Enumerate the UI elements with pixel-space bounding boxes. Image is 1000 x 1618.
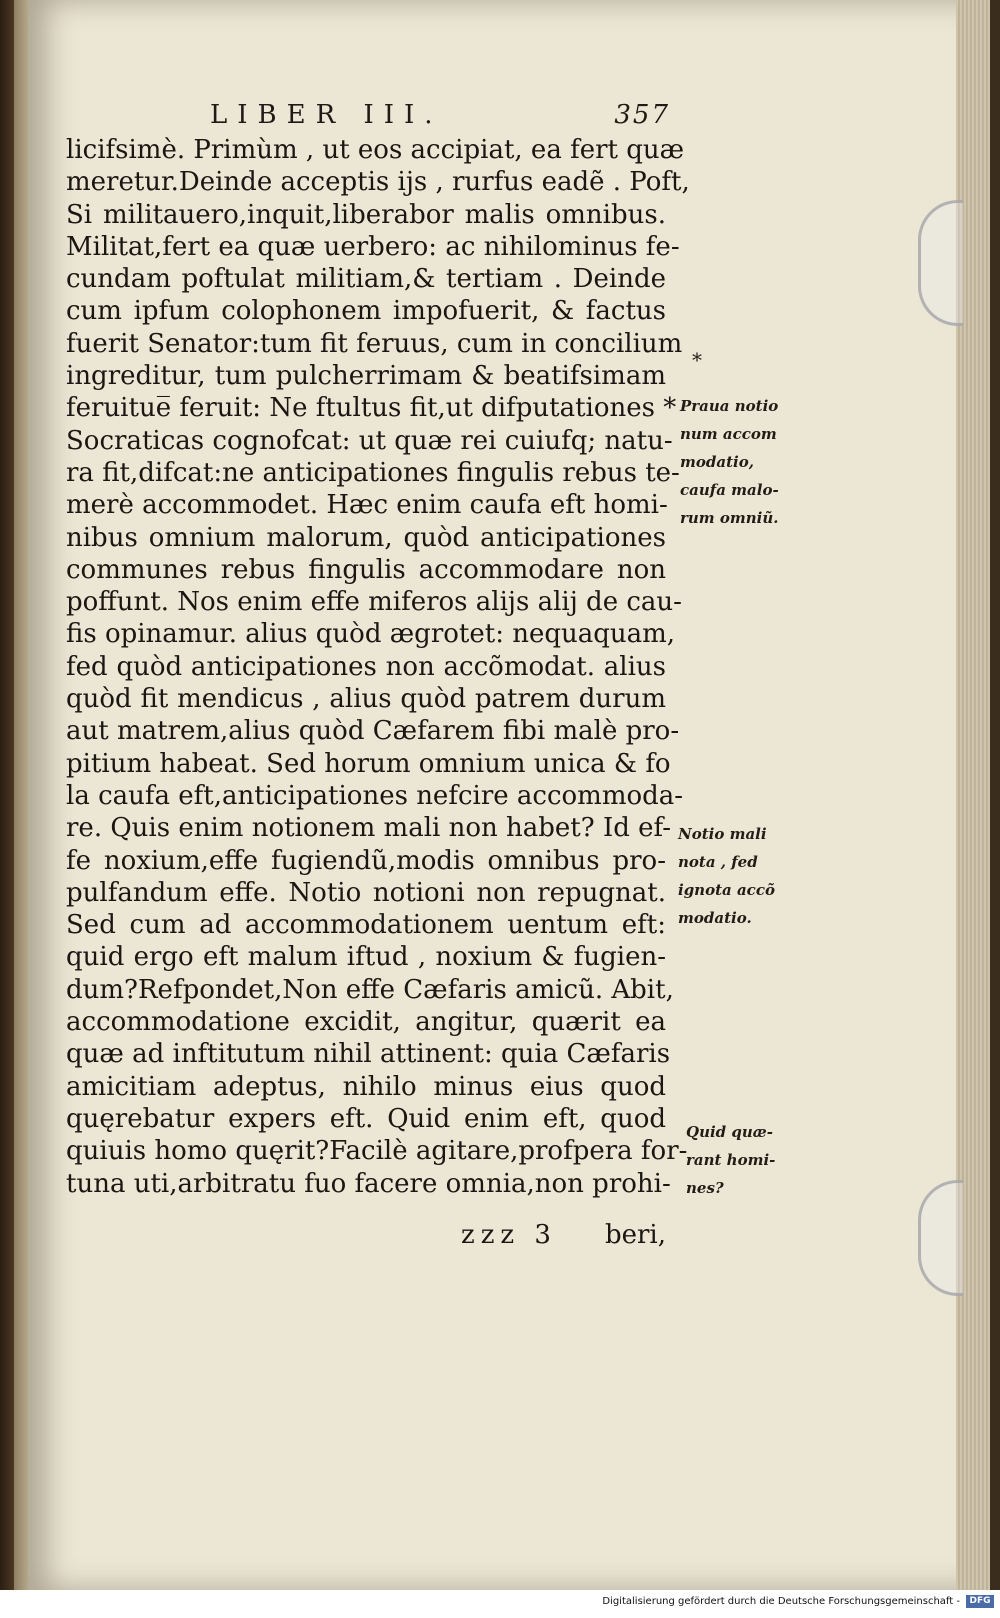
- text-line: licifsimè. Primùm , ut eos accipiat, ea fert quæ: [66, 135, 685, 165]
- text-line: amicitiam adeptus, nihilo minus eius quod: [66, 1071, 666, 1102]
- margin-note-line: Notio mali: [678, 825, 767, 843]
- text-line: fed quòd anticipationes non accõmodat. alius: [66, 651, 666, 682]
- text-line: Militat,fert ea quæ uerbero: ac nihilominus fe-: [66, 231, 680, 262]
- signature-mark: zzz 3: [461, 1220, 557, 1250]
- margin-note-line: rant homi-: [686, 1151, 776, 1169]
- text-line: fuerit Senator:tum fit feruus, cum in concilium: [66, 328, 683, 359]
- text-line: la caufa eft,anticipationes nefcire accommoda-: [66, 780, 684, 811]
- catchline: [66, 1220, 666, 1252]
- text-line: dum?Refpondet,Non effe Cæfaris amicũ. Abit,: [66, 974, 674, 1005]
- margin-note-line: rum omniũ.: [680, 509, 779, 527]
- margin-note-line: num accom: [680, 425, 777, 443]
- text-line: quęrebatur expers eft. Quid enim eft, quod: [66, 1103, 666, 1134]
- text-line: merè accommodet. Hæc enim caufa eft homi-: [66, 490, 668, 521]
- margin-note-line: caufa malo-: [680, 481, 779, 499]
- margin-note-line: Praua notio: [680, 397, 779, 415]
- text-line: poffunt. Nos enim effe miferos alijs alij de cau-: [66, 587, 682, 618]
- text-line: re. Quis enim notionem mali non habet? Id ef-: [66, 813, 671, 844]
- running-title: LIBER III.: [210, 100, 443, 130]
- margin-note-praua-notio: [680, 392, 779, 532]
- margin-note-notio-mali: [678, 820, 775, 932]
- text-line: Socraticas cognofcat: ut quæ rei cuiufq; natu-: [66, 425, 673, 456]
- text-line: ingreditur, tum pulcherrimam & beatifsimam: [66, 361, 666, 392]
- text-line: quiuis homo quęrit?Facilè agitare,profpera for-: [66, 1136, 688, 1167]
- margin-note-line: nota , fed: [678, 853, 758, 871]
- text-line: ra fit,difcat:ne anticipationes fingulis rebus te-: [66, 457, 680, 488]
- text-line: meretur.Deinde acceptis ijs , rurfus eadẽ . Poft,: [66, 167, 690, 198]
- margin-note-line: modatio.: [678, 909, 752, 927]
- text-line: pulfandum effe. Notio notioni non repugnat.: [66, 877, 666, 908]
- body-text: [66, 134, 690, 1200]
- text-line: cundam poftulat militiam,& tertiam . Deinde: [66, 264, 666, 295]
- text-line: quæ ad inftitutum nihil attinent: quia Cæfaris: [66, 1039, 671, 1070]
- text-line: fis opinamur. alius quòd ægrotet: nequaquam,: [66, 619, 676, 650]
- footer-credit: Digitalisierung gefördert durch die Deutsche Forschungsgemeinschaft -: [602, 1596, 960, 1607]
- text-line: Sed cum ad accommodationem uentum eft:: [66, 910, 666, 941]
- text-line: tuna uti,arbitratu fuo facere omnia,non prohi-: [66, 1168, 671, 1199]
- text-line: quid ergo eft malum iftud , noxium & fugien-: [66, 942, 666, 973]
- margin-note-line: nes?: [686, 1179, 724, 1197]
- page-number: 357: [614, 100, 670, 130]
- cover-edge: [990, 0, 1000, 1590]
- page-clip-top: [918, 200, 963, 326]
- text-line: aut matrem,alius quòd Cæfarem fibi malè pro-: [66, 716, 680, 747]
- text-line: fe noxium,effe fugiendũ,modis omnibus pro-: [66, 845, 666, 876]
- text-line: pitium habeat. Sed horum omnium unica & fo: [66, 748, 671, 779]
- digitization-footer: [0, 1590, 1000, 1618]
- catchword: beri,: [604, 1220, 666, 1250]
- text-line: accommodatione excidit, angitur, quærit ea: [66, 1007, 666, 1038]
- page-clip-bottom: [918, 1180, 963, 1296]
- dfg-logo: DFG: [966, 1595, 994, 1608]
- text-line: nibus omnium malorum, quòd anticipationes: [66, 522, 666, 553]
- text-line: Si militauero,inquit,liberabor malis omnibus.: [66, 199, 666, 230]
- text-line: communes rebus fingulis accommodare non: [66, 554, 666, 585]
- margin-asterisk: *: [692, 348, 702, 372]
- running-header: [210, 100, 670, 136]
- margin-note-quid-quaerant: [686, 1118, 775, 1202]
- text-line: cum ipfum colophonem impofuerit, & factus: [66, 296, 666, 327]
- text-line: feruitue̅ feruit: Ne ftultus fit,ut difputationes *: [66, 393, 677, 424]
- margin-note-line: Quid quæ-: [686, 1123, 773, 1141]
- margin-note-line: ignota accõ: [678, 881, 775, 899]
- margin-note-line: modatio,: [680, 453, 754, 471]
- text-line: quòd fit mendicus , alius quòd patrem durum: [66, 684, 666, 715]
